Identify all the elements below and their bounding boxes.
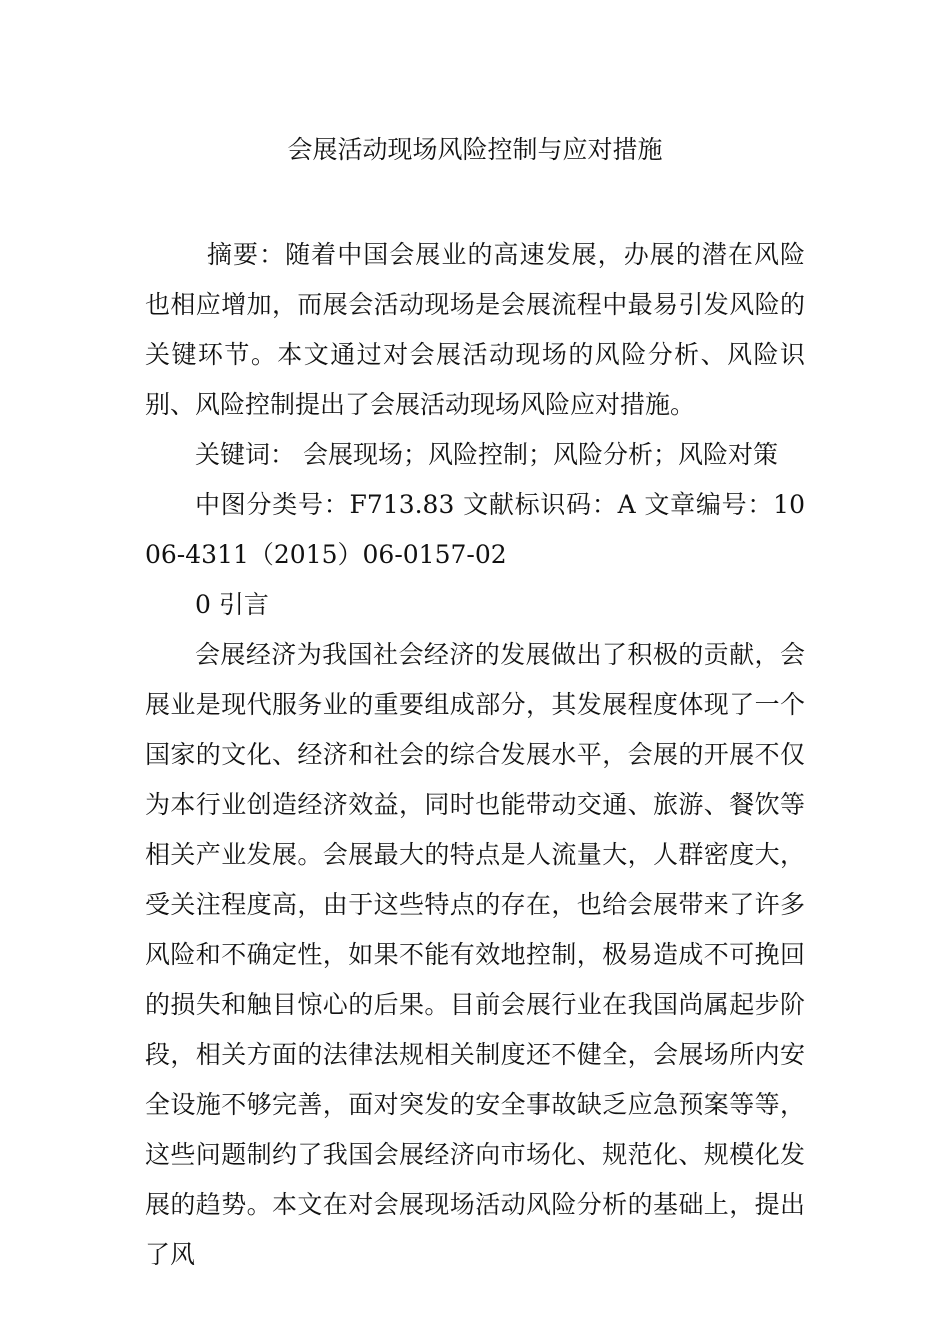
- document-title: 会展活动现场风险控制与应对措施: [287, 135, 663, 164]
- intro-paragraph: 会展经济为我国社会经济的发展做出了积极的贡献，会展业是现代服务业的重要组成部分，其发展程度体现了一个国家的文化、经济和社会的综合发展水平，会展的开展不仅为本行业创造经济效益，同时也能带动交通、旅游、餐饮等相关产业发展。会展最大的特点是人流量大，人群密度大，受关注程度高，由于这些特点的存在，也给会展带来了许多风险和不确定性，如果不能有效地控制，极易造成不可挽回的损失和触目惊心的后果。目前会展行业在我国尚属起步阶段，相关方面的法律法规相关制度还不健全，会展场所内安全设施不够完善，面对突发的安全事故缺乏应急预案等等，这些问题制约了我国会展经济向市场化、规范化、规模化发展的趋势。本文在对会展现场活动风险分析的基础上，提出了风: [145, 640, 805, 1269]
- classification-line: 中图分类号：F713.83 文献标识码：A 文章编号：1006-4311（2015）06-0157-02: [145, 490, 805, 569]
- section-heading: 0 引言: [195, 590, 269, 619]
- keywords-line: 关键词： 会展现场；风险控制；风险分析；风险对策: [195, 440, 778, 469]
- abstract-paragraph: 摘要：随着中国会展业的高速发展，办展的潜在风险也相应增加，而展会活动现场是会展流程中最易引发风险的关键环节。本文通过对会展活动现场的风险分析、风险识别、风险控制提出了会展活动现场风险应对措施。: [145, 240, 805, 419]
- document-body: [145, 230, 805, 1280]
